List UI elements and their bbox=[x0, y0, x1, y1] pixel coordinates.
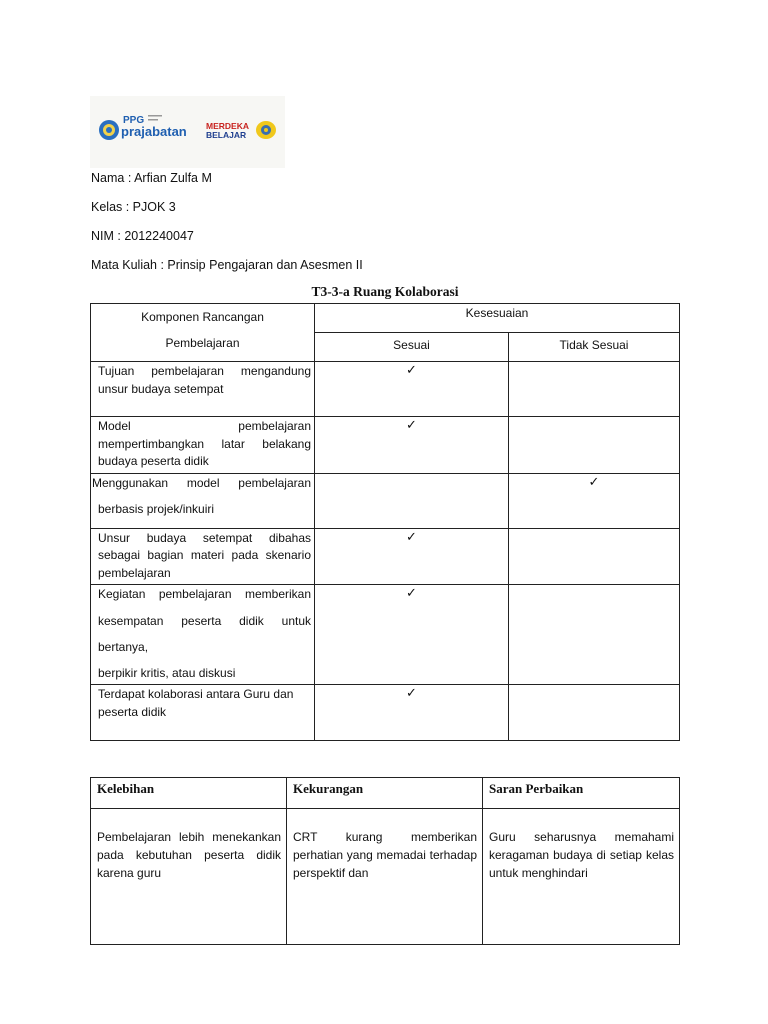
logo-prajabatan-text: prajabatan bbox=[121, 124, 187, 139]
header-tidak-sesuai: Tidak Sesuai bbox=[509, 333, 680, 362]
row-5-line2: kesempatan peserta didik untuk bbox=[98, 613, 311, 628]
student-class: Kelas : PJOK 3 bbox=[91, 200, 176, 214]
row-5-line4: berpikir kritis, atau diskusi bbox=[98, 665, 236, 680]
ppg-merdeka-logo bbox=[90, 96, 285, 168]
header-kekurangan: Kekurangan bbox=[287, 778, 483, 809]
row-3-line1: Menggunakan model pembelajaran bbox=[92, 475, 311, 490]
logo-merdeka-text: MERDEKA bbox=[206, 121, 249, 131]
row-1-sesuai-check: ✓ bbox=[315, 362, 509, 417]
collaboration-table bbox=[90, 303, 680, 741]
row-1-text: Tujuan pembelajaran mengandung unsur budaya setempat bbox=[91, 362, 315, 417]
row-6-sesuai-check: ✓ bbox=[315, 685, 509, 741]
row-2-text: Model pembelajaran mempertimbangkan latar belakang budaya peserta didik bbox=[91, 417, 315, 474]
row-1-tidak-sesuai bbox=[509, 362, 680, 417]
header-kesesuaian: Kesesuaian bbox=[315, 304, 680, 333]
header-komponen-line2: Pembelajaran bbox=[165, 336, 240, 350]
table-row bbox=[91, 809, 680, 945]
row-3-tidak-sesuai-check: ✓ bbox=[509, 473, 680, 528]
row-5-line3: bertanya, bbox=[98, 640, 149, 654]
row-4-sesuai-check: ✓ bbox=[315, 528, 509, 585]
row-5-sesuai-check: ✓ bbox=[315, 585, 509, 685]
row-6-text: Terdapat kolaborasi antara Guru dan peserta didik bbox=[91, 685, 315, 741]
header-kelebihan: Kelebihan bbox=[91, 778, 287, 809]
course-name: Mata Kuliah : Prinsip Pengajaran dan Asesmen II bbox=[91, 258, 363, 272]
row-3-sesuai bbox=[315, 473, 509, 528]
tut-wuri-emblem-icon bbox=[256, 121, 276, 139]
row-5-text bbox=[91, 585, 315, 685]
row-5-line1: Kegiatan pembelajaran memberikan bbox=[98, 587, 311, 601]
student-nim: NIM : 2012240047 bbox=[91, 229, 194, 243]
row-2-sesuai-check: ✓ bbox=[315, 417, 509, 474]
logo-belajar-text: BELAJAR bbox=[206, 130, 247, 140]
row-3-line2: berbasis projek/inkuiri bbox=[98, 502, 215, 516]
evaluation-table bbox=[90, 777, 680, 945]
header-komponen-line1: Komponen Rancangan bbox=[141, 310, 264, 324]
header-saran-perbaikan: Saran Perbaikan bbox=[483, 778, 680, 809]
header-sesuai: Sesuai bbox=[315, 333, 509, 362]
saran-perbaikan-text: Guru seharusnya memahami keragaman budaya di setiap kelas untuk menghindari bbox=[483, 809, 680, 945]
row-3-text bbox=[91, 473, 315, 528]
row-2-tidak-sesuai bbox=[509, 417, 680, 474]
table-row bbox=[91, 417, 680, 474]
table-row bbox=[91, 685, 680, 741]
table-row bbox=[91, 473, 680, 528]
ppg-emblem-icon bbox=[99, 120, 119, 140]
header-komponen bbox=[91, 304, 315, 362]
table-title: T3-3-a Ruang Kolaborasi bbox=[311, 284, 459, 299]
kekurangan-text: CRT kurang memberikan perhatian yang memadai terhadap perspektif dan bbox=[287, 809, 483, 945]
table-row bbox=[91, 585, 680, 685]
row-6-tidak-sesuai bbox=[509, 685, 680, 741]
logo-ppg-text: PPG bbox=[123, 115, 145, 126]
table-row bbox=[91, 528, 680, 585]
row-4-tidak-sesuai bbox=[509, 528, 680, 585]
kelebihan-text: Pembelajaran lebih menekankan pada kebutuhan peserta didik karena guru bbox=[91, 809, 287, 945]
row-4-text: Unsur budaya setempat dibahas sebagai bagian materi pada skenario pembelajaran bbox=[91, 528, 315, 585]
student-name: Nama : Arfian Zulfa M bbox=[91, 171, 212, 185]
table-row bbox=[91, 362, 680, 417]
row-5-tidak-sesuai bbox=[509, 585, 680, 685]
